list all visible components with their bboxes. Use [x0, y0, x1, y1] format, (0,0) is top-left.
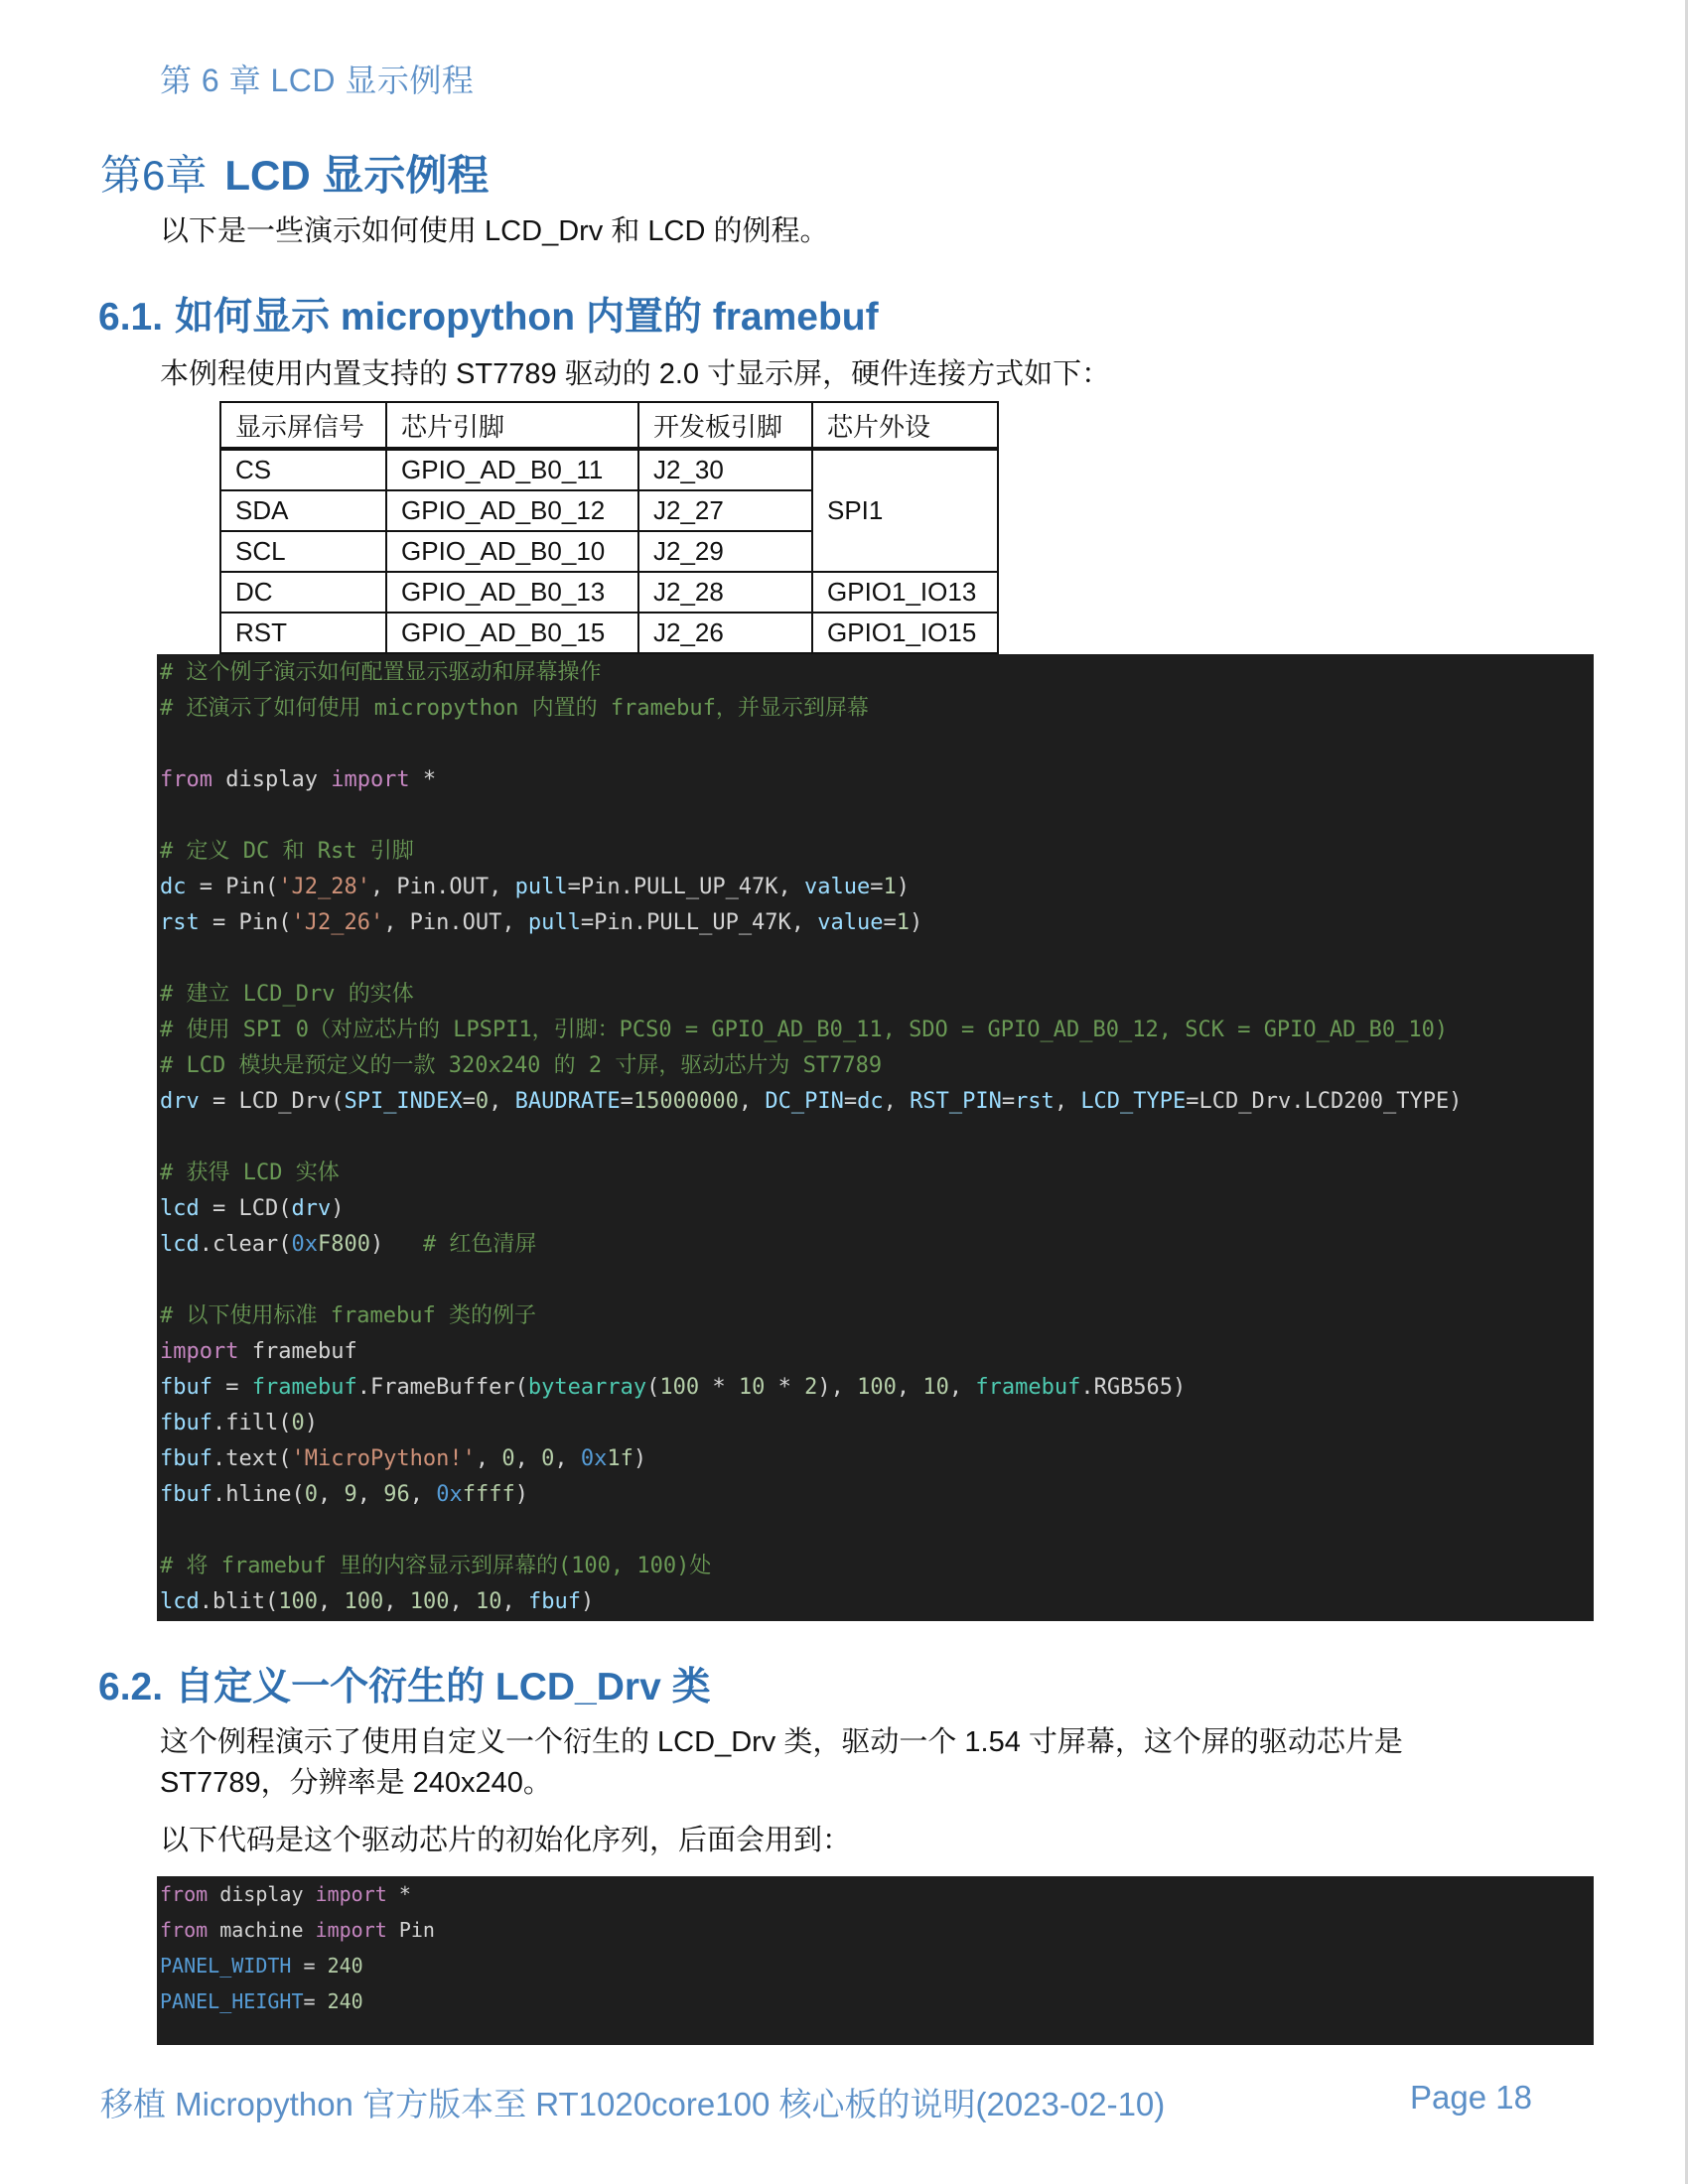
- code-line: [160, 1477, 1594, 1513]
- code-token: 240: [327, 1954, 363, 1978]
- code-token: ): [514, 1482, 528, 1507]
- section-6-2-heading: [98, 1656, 711, 1711]
- code-token: =: [1001, 1089, 1016, 1114]
- code-token: 0: [475, 1089, 490, 1114]
- code-token: 15000000: [633, 1089, 739, 1114]
- code-token: fbuf: [527, 1589, 581, 1614]
- code-token: from: [160, 1918, 209, 1942]
- table-cell: GPIO_AD_B0_13: [386, 572, 638, 613]
- code-token: drv: [291, 1196, 332, 1221]
- code-line: [160, 1876, 1594, 1912]
- code-token: ,: [383, 1589, 410, 1614]
- code-line: [160, 762, 1594, 798]
- code-line: [160, 798, 1594, 834]
- code-line: [160, 1156, 1594, 1191]
- code-token: LCD_TYPE: [1080, 1089, 1187, 1114]
- code-line: [160, 691, 1594, 727]
- code-token: 0: [304, 1482, 318, 1507]
- code-token: # 定义 DC 和 Rst 引脚: [160, 839, 414, 864]
- code-token: # 以下使用标准 framebuf 类的例子: [160, 1303, 536, 1328]
- code-token: Pin: [386, 1918, 435, 1942]
- code-token: fbuf: [160, 1375, 212, 1400]
- intro-paragraph: 以下是一些演示如何使用 LCD_Drv 和 LCD 的例程。: [160, 215, 829, 247]
- table-cell: GPIO_AD_B0_10: [386, 531, 638, 572]
- code-token: =: [870, 875, 884, 899]
- code-line: [160, 1263, 1594, 1298]
- section-6-2-code-intro: 以下代码是这个驱动芯片的初始化序列，后面会用到：: [160, 1825, 852, 1856]
- code-token: PANEL_HEIGHT: [160, 1989, 304, 2013]
- section-6-1-heading: [98, 286, 879, 341]
- table-cell: J2_27: [638, 490, 812, 531]
- code-token: 100: [344, 1589, 384, 1614]
- table-cell: SDA: [220, 490, 386, 531]
- code-token: drv: [160, 1089, 200, 1114]
- code-token: dc: [857, 1089, 884, 1114]
- code-token: framebuf: [975, 1375, 1081, 1400]
- section-title: 自定义一个衍生的 LCD_Drv 类: [175, 1666, 711, 1708]
- code-token: ,: [356, 1482, 384, 1507]
- code-token: fbuf: [160, 1446, 212, 1471]
- code-token: rst: [160, 910, 200, 935]
- code-token: 0: [291, 1411, 305, 1435]
- code-line: [160, 1513, 1594, 1549]
- code-token: # 这个例子演示如何配置显示驱动和屏幕操作: [160, 660, 602, 685]
- code-token: =: [303, 1989, 328, 2013]
- code-token: = LCD_Drv(: [199, 1089, 345, 1114]
- code-token: 100: [659, 1375, 700, 1400]
- code-token: .RGB565): [1080, 1375, 1187, 1400]
- code-token: ): [910, 910, 923, 935]
- section-6-1-description: 本例程使用内置支持的 ST7789 驱动的 2.0 寸显示屏，硬件连接方式如下：: [160, 358, 1111, 390]
- code-token: import: [315, 1918, 387, 1942]
- code-token: # 建立 LCD_Drv 的实体: [160, 982, 414, 1007]
- code-token: 0: [541, 1446, 555, 1471]
- code-token: display: [208, 1882, 316, 1906]
- code-token: 'J2_28': [278, 875, 370, 899]
- code-token: 9: [344, 1482, 357, 1507]
- code-token: 240: [327, 1989, 363, 2013]
- code-token: import: [315, 1882, 387, 1906]
- table-header-cell: 开发板引脚: [638, 402, 812, 449]
- code-token: .FrameBuffer(: [356, 1375, 528, 1400]
- code-token: 100: [857, 1375, 897, 1400]
- code-token: ,: [317, 1482, 345, 1507]
- code-token: ): [369, 1232, 423, 1257]
- code-token: import: [160, 1339, 239, 1364]
- chapter-number: 第6章: [100, 152, 208, 199]
- code-token: ,: [896, 1375, 923, 1400]
- code-token: .clear(: [199, 1232, 292, 1257]
- code-token: BAUDRATE: [514, 1089, 621, 1114]
- code-token: = Pin(: [199, 910, 292, 935]
- code-token: display: [211, 767, 332, 792]
- code-token: lcd: [160, 1232, 200, 1257]
- section-6-2-description-line-1: 这个例程演示了使用自定义一个衍生的 LCD_Drv 类，驱动一个 1.54 寸屏幕，这个屏的驱动芯片是: [160, 1726, 1403, 1758]
- code-token: ): [896, 875, 911, 899]
- code-token: 1f: [607, 1446, 633, 1471]
- code-line: [160, 1406, 1594, 1441]
- code-token: from: [160, 1882, 209, 1906]
- code-token: 0x: [580, 1446, 608, 1471]
- code-token: , Pin.OUT,: [369, 875, 515, 899]
- table-cell: GPIO1_IO15: [812, 613, 998, 653]
- code-token: import: [331, 767, 410, 792]
- code-token: lcd: [160, 1196, 200, 1221]
- code-line: [160, 1912, 1594, 1948]
- code-token: # LCD 模块是预定义的一款 320x240 的 2 寸屏，驱动芯片为 ST7789: [160, 1053, 883, 1078]
- code-token: framebuf: [251, 1375, 357, 1400]
- code-token: machine: [208, 1918, 316, 1942]
- code-token: 0x: [436, 1482, 463, 1507]
- code-token: ,: [317, 1589, 345, 1614]
- code-token: =: [291, 1954, 328, 1978]
- code-block-init-sequence: [157, 1876, 1594, 2045]
- code-token: # 还演示了如何使用 micropython 内置的 framebuf，并显示到屏幕: [160, 696, 869, 721]
- table-cell-merged-peripheral: SPI1: [812, 449, 998, 572]
- code-token: ),: [817, 1375, 858, 1400]
- code-line: [160, 1441, 1594, 1477]
- code-token: # 使用 SPI 0（对应芯片的 LPSPI1，引脚：PCS0 = GPIO_AD_B0_11, SDO = GPIO_AD_B0_12, SCK = GPIO_AD_B0_10): [160, 1018, 1449, 1042]
- table-cell: GPIO_AD_B0_12: [386, 490, 638, 531]
- code-line: [160, 834, 1594, 870]
- code-token: =: [211, 1375, 252, 1400]
- code-token: rst: [1015, 1089, 1055, 1114]
- code-token: = Pin(: [186, 875, 279, 899]
- code-token: RST_PIN: [910, 1089, 1002, 1114]
- code-token: DC_PIN: [765, 1089, 844, 1114]
- code-token: # 将 framebuf 里的内容显示到屏幕的(100, 100)处: [160, 1554, 712, 1578]
- code-line: [160, 941, 1594, 977]
- chapter-title: [100, 143, 489, 203]
- code-token: ,: [409, 1482, 437, 1507]
- code-token: 100: [409, 1589, 450, 1614]
- code-token: .text(: [211, 1446, 292, 1471]
- code-token: ,: [948, 1375, 976, 1400]
- code-token: =: [620, 1089, 633, 1114]
- table-cell: DC: [220, 572, 386, 613]
- pin-connection-table: [219, 401, 999, 654]
- code-line: [160, 1120, 1594, 1156]
- code-token: F800: [317, 1232, 370, 1257]
- code-token: 100: [278, 1589, 318, 1614]
- code-token: pull: [514, 875, 568, 899]
- code-token: 96: [383, 1482, 410, 1507]
- code-token: bytearray: [527, 1375, 647, 1400]
- code-token: 'MicroPython!': [291, 1446, 476, 1471]
- code-token: framebuf: [238, 1339, 357, 1364]
- code-token: fbuf: [160, 1482, 212, 1507]
- code-token: from: [160, 767, 212, 792]
- table-cell: J2_28: [638, 572, 812, 613]
- code-token: ,: [489, 1089, 515, 1114]
- code-token: SPI_INDEX: [344, 1089, 463, 1114]
- code-token: ): [331, 1196, 345, 1221]
- footer-title: 移植 Micropython 官方版本至 RT1020core100 核心板的说明(2023-02-10): [100, 2086, 1166, 2122]
- code-token: ): [304, 1411, 318, 1435]
- code-token: ,: [738, 1089, 766, 1114]
- code-token: ): [633, 1446, 647, 1471]
- code-token: dc: [160, 875, 187, 899]
- code-token: =: [462, 1089, 476, 1114]
- code-token: # 红色清屏: [422, 1232, 537, 1257]
- code-line: [160, 1084, 1594, 1120]
- code-line: [160, 1948, 1594, 1983]
- table-header-row: [220, 402, 998, 449]
- section-number: 6.1.: [98, 296, 164, 339]
- code-token: ,: [514, 1446, 542, 1471]
- code-token: 1: [896, 910, 911, 935]
- table-cell: J2_29: [638, 531, 812, 572]
- code-line: [160, 1191, 1594, 1227]
- code-token: 1: [883, 875, 897, 899]
- code-line: [160, 1334, 1594, 1370]
- code-token: 10: [922, 1375, 949, 1400]
- code-token: =Pin.PULL_UP_47K,: [567, 875, 805, 899]
- code-line: [160, 1298, 1594, 1334]
- table-header-cell: 芯片引脚: [386, 402, 638, 449]
- code-token: .hline(: [211, 1482, 305, 1507]
- section-number: 6.2.: [98, 1666, 164, 1708]
- code-token: pull: [527, 910, 581, 935]
- code-line: [160, 727, 1594, 762]
- code-token: =LCD_Drv.LCD200_TYPE): [1186, 1089, 1463, 1114]
- page-number: Page 18: [1410, 2079, 1532, 2116]
- section-title: 如何显示 micropython 内置的 framebuf: [175, 296, 879, 339]
- code-token: ): [580, 1589, 595, 1614]
- code-token: =Pin.PULL_UP_47K,: [580, 910, 818, 935]
- code-line: [160, 655, 1594, 691]
- table-cell: SCL: [220, 531, 386, 572]
- code-line: [160, 1549, 1594, 1584]
- table-header-cell: 显示屏信号: [220, 402, 386, 449]
- code-token: 10: [475, 1589, 502, 1614]
- code-line: [160, 870, 1594, 905]
- table-cell: GPIO_AD_B0_15: [386, 613, 638, 653]
- code-token: lcd: [160, 1589, 200, 1614]
- code-token: PANEL_WIDTH: [160, 1954, 292, 1978]
- code-token: ,: [883, 1089, 911, 1114]
- code-line: [160, 1227, 1594, 1263]
- table-row: [220, 449, 998, 490]
- code-token: 0: [501, 1446, 515, 1471]
- code-block-framebuf-example: [157, 654, 1594, 1621]
- code-line: [160, 1370, 1594, 1406]
- code-token: value: [817, 910, 884, 935]
- code-token: *: [765, 1375, 805, 1400]
- code-line: [160, 1048, 1594, 1084]
- code-token: fbuf: [160, 1411, 212, 1435]
- table-cell: J2_26: [638, 613, 812, 653]
- code-token: =: [843, 1089, 858, 1114]
- code-token: ,: [1054, 1089, 1081, 1114]
- code-token: # 获得 LCD 实体: [160, 1160, 340, 1185]
- code-token: .blit(: [199, 1589, 279, 1614]
- chapter-name: LCD 显示例程: [224, 152, 490, 199]
- section-6-2-description-line-2: ST7789，分辨率是 240x240。: [160, 1767, 552, 1799]
- code-token: ffff: [462, 1482, 515, 1507]
- code-token: 0x: [291, 1232, 318, 1257]
- table-cell: J2_30: [638, 449, 812, 490]
- table-row: [220, 613, 998, 653]
- table-row: [220, 572, 998, 613]
- table-cell: GPIO_AD_B0_11: [386, 449, 638, 490]
- code-token: =: [883, 910, 897, 935]
- code-token: = LCD(: [199, 1196, 292, 1221]
- table-cell: RST: [220, 613, 386, 653]
- code-token: ,: [449, 1589, 476, 1614]
- code-token: ,: [501, 1589, 528, 1614]
- code-token: , Pin.OUT,: [383, 910, 528, 935]
- code-line: [160, 1983, 1594, 2019]
- code-token: (: [646, 1375, 660, 1400]
- table-header-cell: 芯片外设: [812, 402, 998, 449]
- code-token: 'J2_26': [291, 910, 384, 935]
- code-line: [160, 1584, 1594, 1620]
- code-token: *: [409, 767, 437, 792]
- running-header: 第 6 章 LCD 显示例程: [160, 63, 475, 98]
- code-token: .fill(: [211, 1411, 292, 1435]
- code-token: value: [804, 875, 871, 899]
- code-token: ,: [554, 1446, 581, 1471]
- code-token: 10: [738, 1375, 766, 1400]
- code-line: [160, 905, 1594, 941]
- code-token: 2: [804, 1375, 818, 1400]
- code-token: *: [699, 1375, 739, 1400]
- table-cell: CS: [220, 449, 386, 490]
- code-token: *: [386, 1882, 411, 1906]
- table-cell: GPIO1_IO13: [812, 572, 998, 613]
- code-line: [160, 977, 1594, 1013]
- code-line: [160, 1013, 1594, 1048]
- code-token: ,: [475, 1446, 502, 1471]
